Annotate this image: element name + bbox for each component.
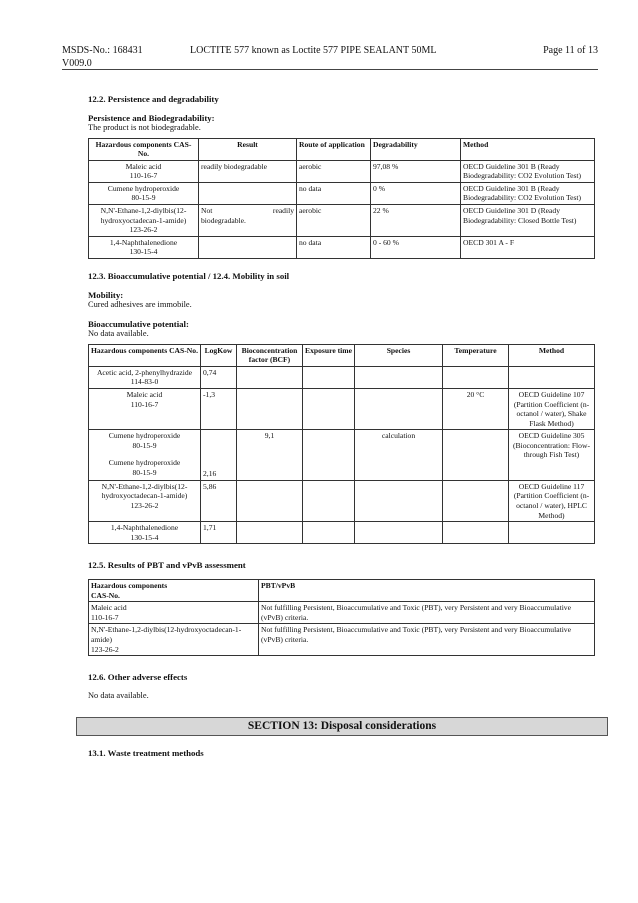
method-cell: OECD 301 A - F — [461, 236, 595, 258]
method-cell: OECD Guideline 107 (Partition Coefficient (n-octanol / water), Shake Flask Method) — [509, 388, 595, 429]
table-row — [89, 602, 595, 624]
table-row — [89, 366, 595, 388]
persistence-table — [88, 138, 595, 260]
method-cell: OECD Guideline 301 D (Ready Biodegradability: Closed Bottle Test) — [461, 205, 595, 237]
col-hazardous-components: Hazardous components — [91, 580, 168, 590]
section-12-6-heading: 12.6. Other adverse effects — [88, 672, 188, 683]
route-cell: no data — [297, 236, 371, 258]
logkow-cell: 0,74 — [201, 366, 237, 388]
section-13-1-heading: 13.1. Waste treatment methods — [88, 748, 204, 759]
col-result: Result — [199, 138, 297, 160]
col-route: Route of application — [297, 138, 371, 160]
degradability-cell: 97,08 % — [371, 160, 461, 182]
component-name: Acetic acid, 2-phenylhydrazide — [96, 367, 193, 377]
col-hazardous-components: Hazardous components CAS-No. — [89, 138, 199, 160]
component-name: Cumene hydroperoxide — [107, 183, 180, 193]
cas-number: 123-26-2 — [130, 501, 159, 511]
logkow-cell: 5,86 — [201, 480, 237, 521]
component-name: 1,4-Naphthalenedione — [109, 237, 178, 247]
bioaccumulative-label: Bioaccumulative potential: — [88, 318, 189, 329]
cas-number: 110-16-7 — [91, 612, 119, 622]
table-row — [89, 160, 595, 182]
cas-number: 80-15-9 — [132, 440, 157, 450]
table-header-row — [89, 138, 595, 160]
bcf-cell — [237, 366, 303, 388]
route-cell: aerobic — [297, 160, 371, 182]
page-header — [62, 44, 598, 70]
method-cell: OECD Guideline 305 (Bioconcentration: Flow-through Fish Test) — [509, 430, 595, 481]
bcf-cell — [237, 522, 303, 544]
species-cell — [355, 480, 443, 521]
col-hazardous-components: Hazardous components CAS-No. — [89, 344, 201, 366]
result-cell — [199, 205, 297, 237]
degradability-cell: 22 % — [371, 205, 461, 237]
persistence-subheading: Persistence and Biodegradability: — [88, 112, 215, 123]
col-degradability: Degradability — [371, 138, 461, 160]
exposure-cell — [303, 366, 355, 388]
exposure-cell — [303, 388, 355, 429]
pbt-assessment: Not fulfilling Persistent, Bioaccumulative and Toxic (PBT), very Persistent and very Bioaccumulative (vPvB) criteria. — [259, 624, 595, 656]
component-name: Maleic acid — [126, 389, 163, 399]
result-cell — [199, 236, 297, 258]
version: V009.0 — [62, 58, 92, 69]
col-logkow: LogKow — [201, 344, 237, 366]
temperature-cell — [443, 480, 509, 521]
col-method: Method — [509, 344, 595, 366]
result-cell: readily biodegradable — [199, 160, 297, 182]
bioaccumulative-text: No data available. — [88, 329, 149, 339]
section-12-2-heading: 12.2. Persistence and degradability — [88, 94, 219, 104]
component-name: Cumene hydroperoxide — [108, 431, 181, 441]
result-line-2: biodegradable. — [201, 215, 246, 225]
section-12-3-heading: 12.3. Bioaccumulative potential / 12.4. Mobility in soil — [88, 271, 290, 282]
temperature-cell — [443, 430, 509, 481]
component-name: Maleic acid — [125, 161, 162, 171]
cas-number: 80-15-9 — [132, 468, 157, 478]
component-name: N,N'-Ethane-1,2-diylbis(12-hydroxyoctadecan-1-amide) — [100, 206, 187, 225]
table-row — [89, 236, 595, 258]
logkow-cell — [201, 430, 237, 481]
table-row — [89, 388, 595, 429]
temperature-cell — [443, 366, 509, 388]
method-cell — [509, 366, 595, 388]
bioaccumulation-table — [88, 344, 595, 545]
table-row — [89, 624, 595, 656]
mobility-label: Mobility: — [88, 289, 124, 300]
species-cell — [355, 366, 443, 388]
result-line-1: Not readily — [201, 206, 294, 216]
pbt-table — [88, 579, 595, 656]
bcf-cell — [237, 480, 303, 521]
cas-number: 130-15-4 — [129, 247, 158, 257]
product-name: LOCTITE 577 known as Loctite 577 PIPE SEALANT 50ML — [190, 45, 437, 56]
other-effects-text: No data available. — [88, 690, 149, 700]
logkow-value: 2,16 — [203, 469, 217, 479]
section-12-5-heading: 12.5. Results of PBT and vPvB assessment — [88, 560, 246, 571]
cas-number: 110-16-7 — [129, 171, 158, 181]
pbt-assessment: Not fulfilling Persistent, Bioaccumulative and Toxic (PBT), very Persistent and very Bioaccumulative (vPvB) criteria. — [259, 602, 595, 624]
component-name: 1,4-Naphthalenedione — [110, 523, 179, 533]
exposure-cell — [303, 480, 355, 521]
method-cell — [509, 522, 595, 544]
component-name: Maleic acid — [91, 603, 127, 613]
cas-number: 110-16-7 — [130, 399, 159, 409]
cas-number: 123-26-2 — [129, 225, 158, 235]
route-cell: no data — [297, 182, 371, 204]
route-cell: aerobic — [297, 205, 371, 237]
exposure-cell — [303, 522, 355, 544]
document-body — [88, 94, 594, 759]
table-row — [89, 205, 595, 237]
cas-number: 123-26-2 — [91, 644, 119, 654]
table-header-row — [89, 579, 595, 601]
col-exposure-time: Exposure time — [303, 344, 355, 366]
logkow-cell: 1,71 — [201, 522, 237, 544]
method-cell: OECD Guideline 301 B (Ready Biodegradability: CO2 Evolution Test) — [461, 182, 595, 204]
msds-number: MSDS-No.: 168431 — [62, 45, 143, 56]
temperature-cell — [443, 522, 509, 544]
temperature-cell: 20 °C — [443, 388, 509, 429]
component-name: N,N'-Ethane-1,2-diylbis(12-hydroxyoctadecan-1-amide) — [101, 481, 188, 501]
result-cell — [199, 182, 297, 204]
mobility-text: Cured adhesives are immobile. — [88, 300, 192, 310]
table-row — [89, 522, 595, 544]
bcf-cell: 9,1 — [237, 430, 303, 481]
page-number: Page 11 of 13 — [543, 45, 598, 56]
species-cell: calculation — [355, 430, 443, 481]
col-cas-no: CAS-No. — [91, 590, 120, 600]
section-13-banner: SECTION 13: Disposal considerations — [76, 717, 608, 736]
method-cell: OECD Guideline 301 B (Ready Biodegradability: CO2 Evolution Test) — [461, 160, 595, 182]
col-method: Method — [461, 138, 595, 160]
col-temperature: Temperature — [443, 344, 509, 366]
exposure-cell — [303, 430, 355, 481]
cas-number: 130-15-4 — [130, 532, 159, 542]
cas-number: 80-15-9 — [131, 193, 156, 203]
cas-number: 114-83-0 — [130, 377, 159, 387]
table-row — [89, 480, 595, 521]
col-species: Species — [355, 344, 443, 366]
component-name: N,N'-Ethane-1,2-diylbis(12-hydroxyoctadecan-1-amide) — [91, 625, 242, 644]
degradability-cell: 0 % — [371, 182, 461, 204]
col-bcf: Bioconcentration factor (BCF) — [237, 344, 303, 366]
table-row — [89, 430, 595, 481]
degradability-cell: 0 - 60 % — [371, 236, 461, 258]
method-cell: OECD Guideline 117 (Partition Coefficient (n-octanol / water), HPLC Method) — [509, 480, 595, 521]
logkow-cell: -1,3 — [201, 388, 237, 429]
bcf-cell — [237, 388, 303, 429]
header-divider — [62, 69, 598, 70]
table-row — [89, 182, 595, 204]
species-cell — [355, 388, 443, 429]
persistence-note: The product is not biodegradable. — [88, 123, 201, 132]
table-header-row — [89, 344, 595, 366]
component-name: Cumene hydroperoxide — [108, 458, 181, 468]
col-pbt-vpvb: PBT/vPvB — [259, 579, 595, 601]
species-cell — [355, 522, 443, 544]
